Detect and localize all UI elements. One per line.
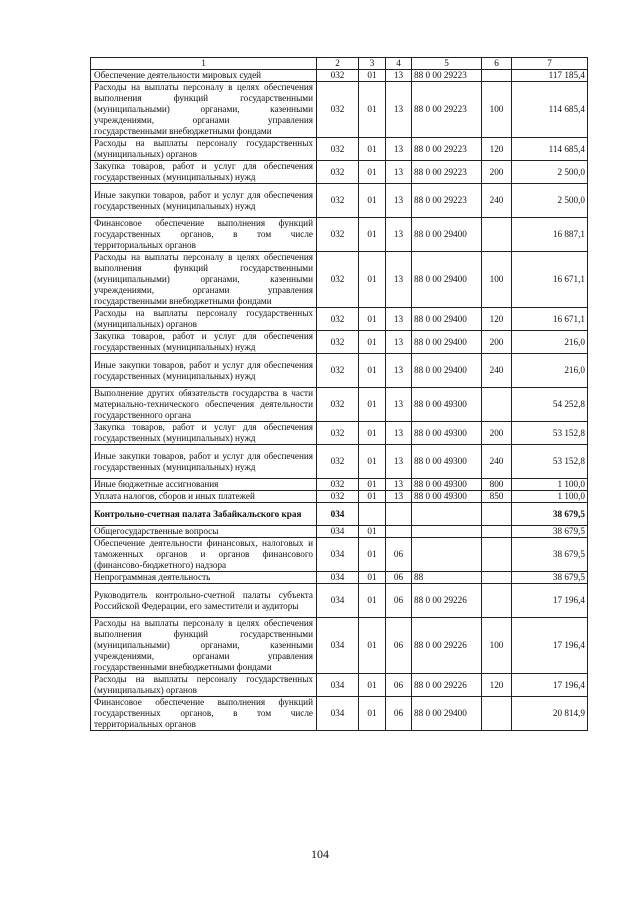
cell-c3: 01 <box>359 422 386 445</box>
cell-c7: 53 152,8 <box>512 445 588 479</box>
header-cell-2: 2 <box>317 58 359 70</box>
cell-c6: 100 <box>482 252 512 308</box>
cell-name: Руководитель контрольно-счетной палаты субъекта Российской Федерации, его заместители и аудиторы <box>91 584 317 618</box>
cell-c6: 200 <box>482 331 512 354</box>
cell-c5: 88 0 00 29400 <box>412 308 482 331</box>
cell-c3: 01 <box>359 184 386 218</box>
cell-c5: 88 0 00 29400 <box>412 218 482 252</box>
cell-c7: 20 814,9 <box>512 697 588 731</box>
cell-name: Общегосударственные вопросы <box>91 526 317 538</box>
cell-c3: 01 <box>359 491 386 503</box>
cell-c7: 1 100,0 <box>512 479 588 491</box>
cell-c6: 240 <box>482 184 512 218</box>
cell-c7: 16 671,1 <box>512 308 588 331</box>
table-row <box>91 572 588 584</box>
cell-name: Обеспечение деятельности финансовых, налоговых и таможенных органов и органов финансового (финансово-бюджетного) надзора <box>91 538 317 572</box>
cell-c7: 38 679,5 <box>512 526 588 538</box>
cell-c3: 01 <box>359 354 386 388</box>
cell-c2: 034 <box>317 503 359 526</box>
table-row <box>91 138 588 161</box>
cell-c4 <box>386 526 412 538</box>
table-row <box>91 331 588 354</box>
table-row <box>91 445 588 479</box>
cell-c5: 88 0 00 29400 <box>412 252 482 308</box>
cell-c6 <box>482 218 512 252</box>
table-row <box>91 697 588 731</box>
cell-c6: 240 <box>482 354 512 388</box>
cell-c2: 032 <box>317 252 359 308</box>
table-row <box>91 491 588 503</box>
cell-c4: 06 <box>386 674 412 697</box>
cell-c5: 88 0 00 29400 <box>412 354 482 388</box>
cell-c7: 17 196,4 <box>512 584 588 618</box>
table-row <box>91 161 588 184</box>
cell-c6 <box>482 70 512 82</box>
table-row <box>91 82 588 138</box>
cell-c5 <box>412 526 482 538</box>
table-row <box>91 388 588 422</box>
cell-c6: 100 <box>482 82 512 138</box>
cell-c4: 06 <box>386 697 412 731</box>
cell-name: Иные закупки товаров, работ и услуг для обеспечения государственных (муниципальных) нужд <box>91 354 317 388</box>
cell-name: Расходы на выплаты персоналу в целях обеспечения выполнения функций государственными (муниципальными) органами, казенными учреждениями, органами управления государственными внебюджетными фондами <box>91 618 317 674</box>
cell-c6: 200 <box>482 161 512 184</box>
cell-name: Закупка товаров, работ и услуг для обеспечения государственных (муниципальных) нужд <box>91 422 317 445</box>
cell-c6 <box>482 503 512 526</box>
cell-c5: 88 0 00 49300 <box>412 388 482 422</box>
cell-c2: 032 <box>317 184 359 218</box>
cell-c2: 032 <box>317 70 359 82</box>
cell-c5: 88 0 00 29226 <box>412 618 482 674</box>
cell-c5: 88 <box>412 572 482 584</box>
cell-name: Закупка товаров, работ и услуг для обеспечения государственных (муниципальных) нужд <box>91 161 317 184</box>
cell-c6: 100 <box>482 618 512 674</box>
cell-c4: 13 <box>386 388 412 422</box>
cell-c4: 13 <box>386 422 412 445</box>
cell-c7: 1 100,0 <box>512 491 588 503</box>
page-number: 104 <box>311 847 329 861</box>
cell-c6: 850 <box>482 491 512 503</box>
cell-c3: 01 <box>359 618 386 674</box>
cell-c5: 88 0 00 29400 <box>412 697 482 731</box>
cell-c6 <box>482 538 512 572</box>
cell-c2: 032 <box>317 308 359 331</box>
cell-name: Контрольно-счетная палата Забайкальского края <box>91 503 317 526</box>
cell-c3: 01 <box>359 82 386 138</box>
cell-c2: 034 <box>317 584 359 618</box>
cell-c6: 200 <box>482 422 512 445</box>
cell-c4: 06 <box>386 538 412 572</box>
table-row <box>91 674 588 697</box>
table-row <box>91 422 588 445</box>
cell-c4: 13 <box>386 331 412 354</box>
table-row <box>91 218 588 252</box>
cell-c2: 034 <box>317 697 359 731</box>
header-cell-1: 1 <box>91 58 317 70</box>
cell-c3: 01 <box>359 308 386 331</box>
cell-c5: 88 0 00 29400 <box>412 331 482 354</box>
cell-c7: 17 196,4 <box>512 618 588 674</box>
cell-c3: 01 <box>359 161 386 184</box>
cell-name: Выполнение других обязательств государства в части материально-технического обеспечения деятельности государственного органа <box>91 388 317 422</box>
cell-name: Финансовое обеспечение выполнения функций государственных органов, в том числе территориальных органов <box>91 697 317 731</box>
cell-c2: 032 <box>317 331 359 354</box>
cell-name: Закупка товаров, работ и услуг для обеспечения государственных (муниципальных) нужд <box>91 331 317 354</box>
cell-c5: 88 0 00 29223 <box>412 161 482 184</box>
cell-c3: 01 <box>359 697 386 731</box>
cell-c7: 216,0 <box>512 354 588 388</box>
cell-c3: 01 <box>359 252 386 308</box>
cell-c2: 032 <box>317 161 359 184</box>
cell-c2: 032 <box>317 218 359 252</box>
cell-c4: 06 <box>386 618 412 674</box>
header-cell-7: 7 <box>512 58 588 70</box>
cell-name: Расходы на выплаты персоналу в целях обеспечения выполнения функций государственными (муниципальными) органами, казенными учреждениями, органами управления государственными внебюджетными фондами <box>91 82 317 138</box>
cell-c5: 88 0 00 49300 <box>412 479 482 491</box>
table-row <box>91 70 588 82</box>
cell-c4: 06 <box>386 584 412 618</box>
cell-c6 <box>482 572 512 584</box>
cell-c5: 88 0 00 29223 <box>412 82 482 138</box>
cell-c7: 114 685,4 <box>512 138 588 161</box>
cell-c6 <box>482 697 512 731</box>
cell-c6: 120 <box>482 138 512 161</box>
cell-c3: 01 <box>359 479 386 491</box>
cell-c7: 38 679,5 <box>512 572 588 584</box>
cell-c6 <box>482 526 512 538</box>
cell-c5: 88 0 00 29223 <box>412 70 482 82</box>
cell-c2: 032 <box>317 82 359 138</box>
cell-c6: 120 <box>482 308 512 331</box>
cell-c7: 216,0 <box>512 331 588 354</box>
cell-c7: 2 500,0 <box>512 184 588 218</box>
cell-c4: 13 <box>386 252 412 308</box>
cell-name: Непрограммная деятельность <box>91 572 317 584</box>
cell-name: Финансовое обеспечение выполнения функций государственных органов, в том числе территориальных органов <box>91 218 317 252</box>
header-cell-5: 5 <box>412 58 482 70</box>
cell-c5: 88 0 00 49300 <box>412 491 482 503</box>
cell-name: Расходы на выплаты персоналу в целях обеспечения выполнения функций государственными (муниципальными) органами, казенными учреждениями, органами управления государственными внебюджетными фондами <box>91 252 317 308</box>
table-body <box>91 58 588 731</box>
cell-c7: 53 152,8 <box>512 422 588 445</box>
cell-c3: 01 <box>359 331 386 354</box>
cell-c4: 13 <box>386 218 412 252</box>
cell-c3: 01 <box>359 70 386 82</box>
cell-c4: 13 <box>386 479 412 491</box>
cell-c7: 16 671,1 <box>512 252 588 308</box>
cell-c7: 54 252,8 <box>512 388 588 422</box>
cell-c5: 88 0 00 29226 <box>412 674 482 697</box>
cell-c2: 032 <box>317 354 359 388</box>
table-row <box>91 308 588 331</box>
cell-c3: 01 <box>359 218 386 252</box>
cell-c2: 034 <box>317 538 359 572</box>
cell-c4: 13 <box>386 138 412 161</box>
cell-c6 <box>482 584 512 618</box>
cell-c2: 034 <box>317 674 359 697</box>
cell-c2: 032 <box>317 138 359 161</box>
table-row <box>91 584 588 618</box>
cell-c4: 13 <box>386 70 412 82</box>
cell-c5: 88 0 00 49300 <box>412 445 482 479</box>
cell-c3: 01 <box>359 138 386 161</box>
cell-c5: 88 0 00 29226 <box>412 584 482 618</box>
budget-table <box>90 57 588 731</box>
cell-c2: 032 <box>317 491 359 503</box>
cell-c7: 38 679,5 <box>512 538 588 572</box>
cell-name: Иные бюджетные ассигнования <box>91 479 317 491</box>
table-row <box>91 354 588 388</box>
header-cell-3: 3 <box>359 58 386 70</box>
cell-c6: 240 <box>482 445 512 479</box>
cell-name: Уплата налогов, сборов и иных платежей <box>91 491 317 503</box>
cell-c7: 17 196,4 <box>512 674 588 697</box>
cell-c3: 01 <box>359 572 386 584</box>
table-row <box>91 184 588 218</box>
cell-name: Обеспечение деятельности мировых судей <box>91 70 317 82</box>
header-cell-6: 6 <box>482 58 512 70</box>
cell-c3: 01 <box>359 674 386 697</box>
cell-name: Иные закупки товаров, работ и услуг для обеспечения государственных (муниципальных) нужд <box>91 184 317 218</box>
table-row <box>91 503 588 526</box>
cell-c4: 13 <box>386 445 412 479</box>
cell-c4: 06 <box>386 572 412 584</box>
cell-name: Расходы на выплаты персоналу государственных (муниципальных) органов <box>91 674 317 697</box>
cell-name: Расходы на выплаты персоналу государственных (муниципальных) органов <box>91 308 317 331</box>
cell-c5 <box>412 503 482 526</box>
cell-c6: 120 <box>482 674 512 697</box>
cell-c5: 88 0 00 49300 <box>412 422 482 445</box>
cell-c3: 01 <box>359 526 386 538</box>
table-row <box>91 618 588 674</box>
cell-c5 <box>412 538 482 572</box>
cell-c5: 88 0 00 29223 <box>412 138 482 161</box>
header-cell-4: 4 <box>386 58 412 70</box>
cell-name: Расходы на выплаты персоналу государственных (муниципальных) органов <box>91 138 317 161</box>
table-row <box>91 479 588 491</box>
cell-c2: 032 <box>317 388 359 422</box>
cell-name: Иные закупки товаров, работ и услуг для обеспечения государственных (муниципальных) нужд <box>91 445 317 479</box>
cell-c2: 034 <box>317 526 359 538</box>
cell-c7: 16 887,1 <box>512 218 588 252</box>
header-row <box>91 58 588 70</box>
cell-c4: 13 <box>386 354 412 388</box>
cell-c2: 034 <box>317 618 359 674</box>
cell-c2: 032 <box>317 422 359 445</box>
cell-c3: 01 <box>359 388 386 422</box>
cell-c2: 032 <box>317 479 359 491</box>
cell-c4 <box>386 503 412 526</box>
table-row <box>91 526 588 538</box>
table-row <box>91 538 588 572</box>
cell-c7: 38 679,5 <box>512 503 588 526</box>
cell-c5: 88 0 00 29223 <box>412 184 482 218</box>
cell-c6 <box>482 388 512 422</box>
cell-c3: 01 <box>359 538 386 572</box>
cell-c3 <box>359 503 386 526</box>
cell-c4: 13 <box>386 82 412 138</box>
cell-c4: 13 <box>386 161 412 184</box>
cell-c2: 032 <box>317 445 359 479</box>
cell-c7: 117 185,4 <box>512 70 588 82</box>
cell-c3: 01 <box>359 445 386 479</box>
cell-c4: 13 <box>386 308 412 331</box>
cell-c2: 034 <box>317 572 359 584</box>
cell-c6: 800 <box>482 479 512 491</box>
cell-c4: 13 <box>386 491 412 503</box>
cell-c7: 114 685,4 <box>512 82 588 138</box>
table-row <box>91 252 588 308</box>
cell-c3: 01 <box>359 584 386 618</box>
cell-c7: 2 500,0 <box>512 161 588 184</box>
cell-c4: 13 <box>386 184 412 218</box>
